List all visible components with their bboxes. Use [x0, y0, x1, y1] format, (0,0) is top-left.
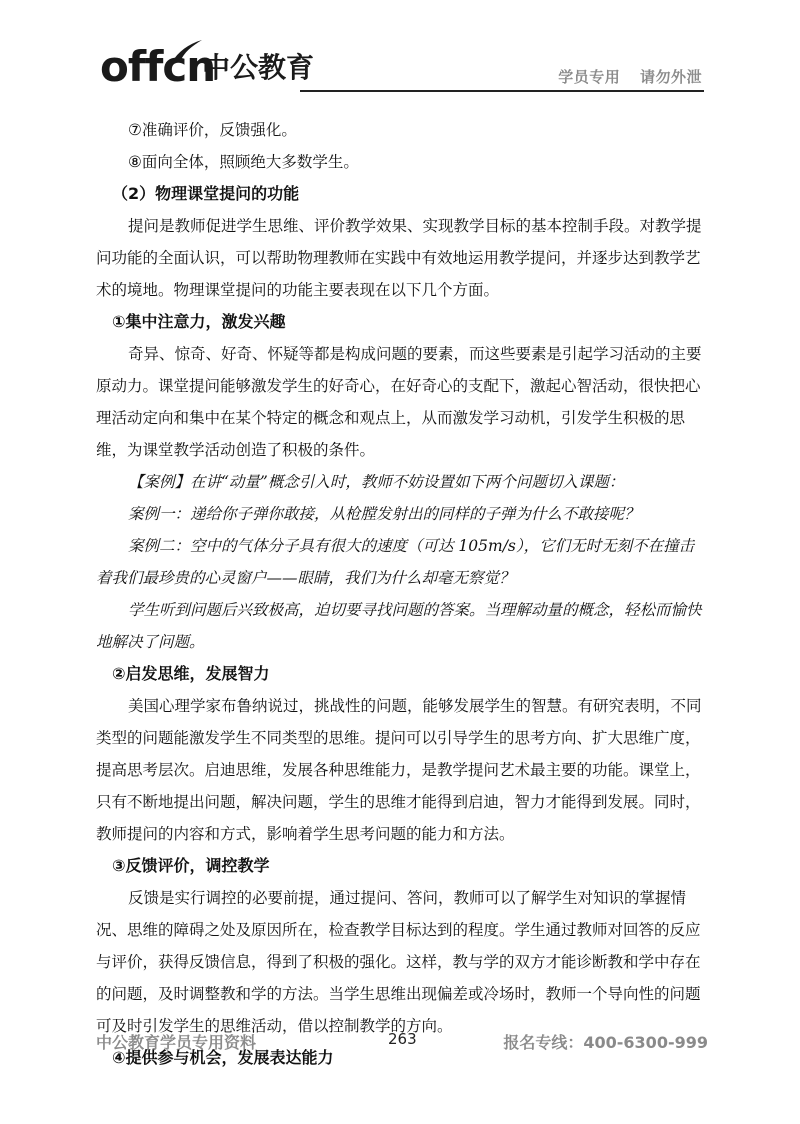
- header-divider: [300, 90, 704, 92]
- footer-left-text: 中公教育学员专用资料: [96, 1033, 257, 1052]
- paragraph-feedback: 反馈是实行调控的必要前提，通过提问、答问，教师可以了解学生对知识的掌握情况、思维的障碍之处及原因所在，检查教学目标达到的程度。学生通过教师对回答的反应与评价，获得反馈信息，得到了积极的强化。这样，教与学的双方才能诊断教和学中存在的问题，及时调整教和学的方法。当学生思维出现偏差或冷场时，教师一个导向性的问题可及时引发学生的思维活动，借以控制教学的方向。: [96, 889, 701, 1035]
- page-header: [0, 0, 800, 100]
- intro-paragraph: 提问是教师促进学生思维、评价教学效果、实现教学目标的基本控制手段。对教学提问功能的全面认识，可以帮助物理教师在实践中有效地运用教学提问，并逐步达到教学艺术的境地。物理课堂提问的功能主要表现在以下几个方面。: [96, 217, 702, 299]
- list-item-7: ⑦准确评价，反馈强化。: [128, 121, 297, 139]
- case-intro: 【案例】在讲“动量”概念引入时，教师不妨设置如下两个问题切入课题：: [128, 473, 625, 491]
- case-result: 学生听到问题后兴致极高，迫切要寻找问题的答案。当理解动量的概念，轻松而愉快地解决了问题。: [96, 601, 702, 651]
- logo-cn-text: 中公教育: [202, 51, 315, 84]
- header-tags: [558, 66, 702, 87]
- logo-latin-text: offcn: [100, 42, 216, 91]
- section-title: （2）物理课堂提问的功能: [112, 184, 300, 203]
- case-two: 案例二：空中的气体分子具有很大的速度（可达 105m/s），它们无时无刻不在撞击着我们最珍贵的心灵窗户——眼睛，我们为什么却毫无察觉？: [96, 537, 695, 587]
- heading-thinking: ②启发思维，发展智力: [112, 664, 270, 683]
- page-footer: [96, 1030, 708, 1054]
- heading-attention: ①集中注意力，激发兴趣: [112, 312, 286, 331]
- header-tag-no-leak: 请勿外泄: [639, 68, 702, 86]
- page-content: [96, 114, 708, 1074]
- paragraph-thinking: 美国心理学家布鲁纳说过，挑战性的问题，能够发展学生的智慧。有研究表明，不同类型的问题能激发学生不同类型的思维。提问可以引导学生的思考方向、扩大思维广度，提高思考层次。启迪思维，发展各种思维能力，是教学提问艺术最主要的功能。课堂上，只有不断地提出问题，解决问题，学生的思维才能得到启迪，智力才能得到发展。同时，教师提问的内容和方式，影响着学生思考问题的能力和方法。: [96, 697, 702, 843]
- case-one: 案例一：递给你子弹你敢接，从枪膛发射出的同样的子弹为什么不敢接呢？: [128, 505, 640, 523]
- header-tag-members-only: 学员专用: [558, 68, 621, 86]
- heading-participation: ④提供参与机会，发展表达能力: [112, 1048, 334, 1067]
- footer-hotline: 报名专线：400-6300-999: [503, 1033, 708, 1052]
- heading-feedback: ③反馈评价，调控教学: [112, 856, 270, 875]
- page-number: 263: [388, 1030, 417, 1048]
- list-item-8: ⑧面向全体，照顾绝大多数学生。: [128, 153, 359, 171]
- paragraph-attention: 奇异、惊奇、好奇、怀疑等都是构成问题的要素，而这些要素是引起学习活动的主要原动力。课堂提问能够激发学生的好奇心，在好奇心的支配下，激起心智活动，很快把心理活动定向和集中在某个特定的概念和观点上，从而激发学习动机，引发学生积极的思维，为课堂教学活动创造了积极的条件。: [96, 345, 702, 459]
